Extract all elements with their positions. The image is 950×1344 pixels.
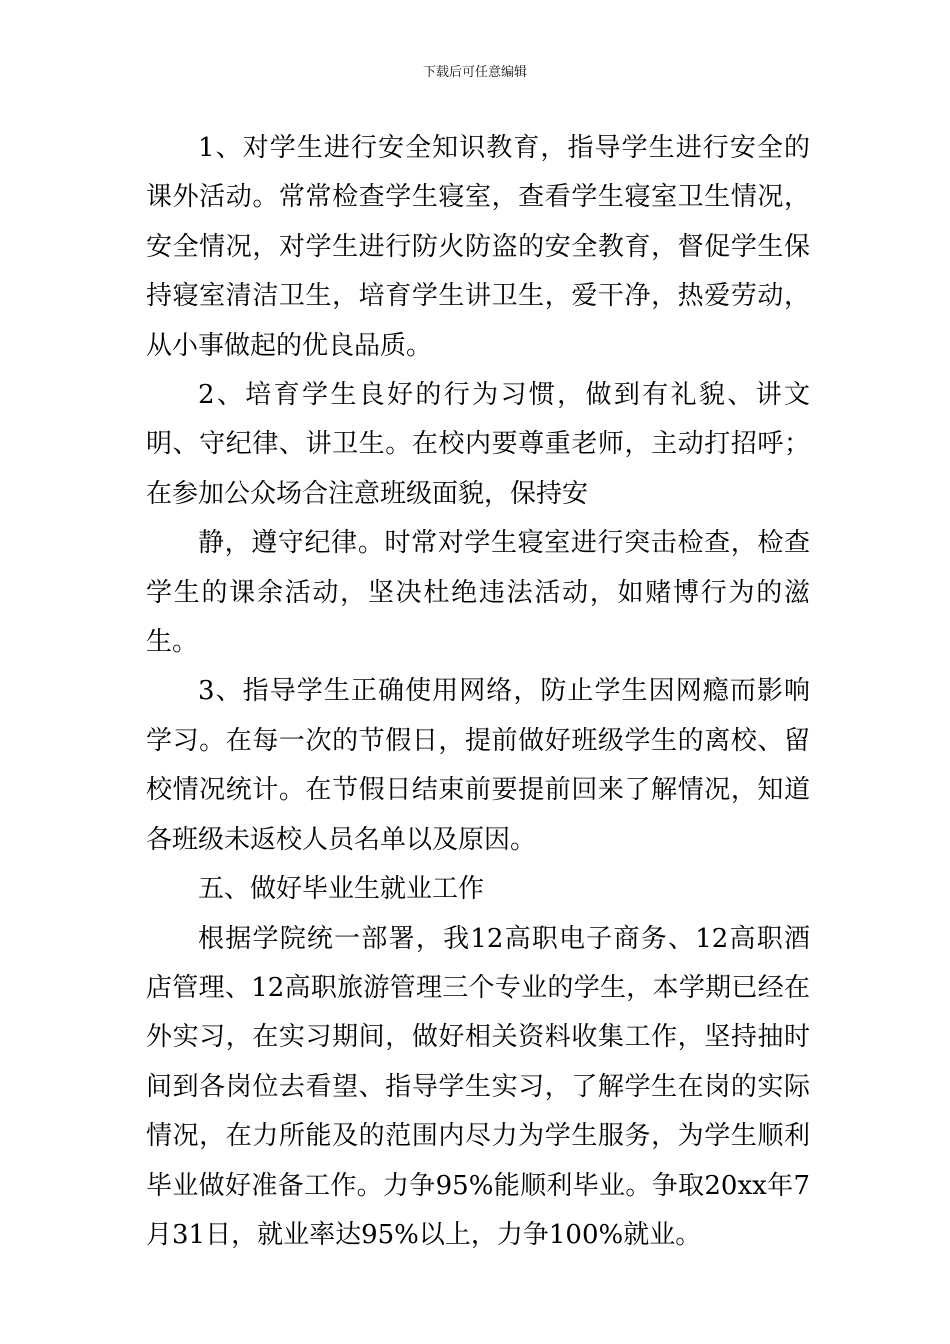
page-header: 下载后可任意编辑 — [422, 65, 527, 80]
paragraph-graduate-employment: 根据学院统一部署，我12高职电子商务、12高职酒店管理、12高职旅游管理三个专业的学生，本学期已经在外实习，在实习期间，做好相关资料收集工作，坚持抽时间到各岗位去看望、指导学生实习，了解学生在岗的实际情况，在力所能及的范围内尽力为学生服务，为学生顺利毕业做好准备工作。力争95%能顺利毕业。争取20xx年7月31日，就业率达95%以上，力争100%就业。 — [146, 923, 810, 1250]
paragraph-dormitory-inspection: 静，遵守纪律。时常对学生寝室进行突击检查，检查学生的课余活动，坚决杜绝违法活动，如赌博行为的滋生。 — [146, 528, 810, 658]
paragraph-behavior-habits: 2、培育学生良好的行为习惯，做到有礼貌、讲文明、守纪律、讲卫生。在校内要尊重老师，主动打招呼；在参加公众场合注意班级面貌，保持安 — [146, 380, 810, 509]
paragraph-internet-guidance: 3、指导学生正确使用网络，防止学生因网瘾而影响学习。在每一次的节假日，提前做好班级学生的离校、留校情况统计。在节假日结束前要提前回来了解情况，知道各班级未返校人员名单以及原因。 — [146, 676, 810, 855]
section-heading-employment: 五、做好毕业生就业工作 — [198, 874, 485, 905]
document-body — [146, 124, 810, 1260]
paragraph-safety-education: 1、对学生进行安全知识教育，指导学生进行安全的课外活动。常常检查学生寝室，查看学生寝室卫生情况，安全情况，对学生进行防火防盗的安全教育，督促学生保持寝室清洁卫生，培育学生讲卫生，爱干净，热爱劳动，从小事做起的优良品质。 — [146, 133, 810, 361]
